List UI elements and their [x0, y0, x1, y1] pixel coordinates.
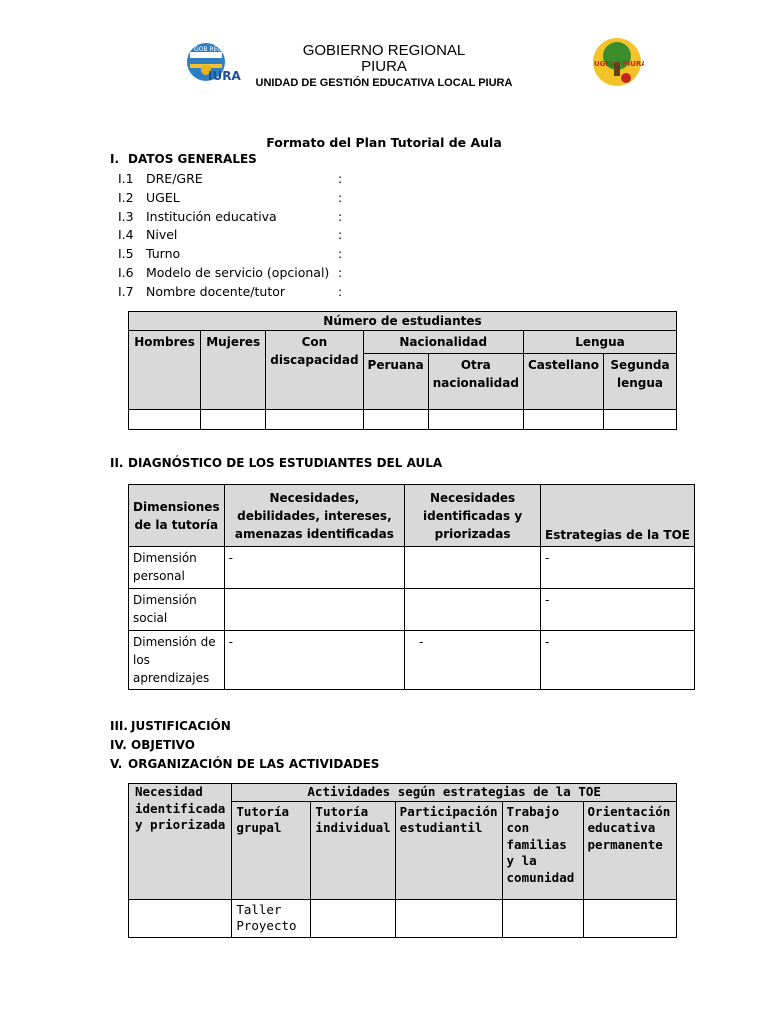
document-title: Formato del Plan Tutorial de Aula	[266, 135, 502, 150]
diag-header-estrategias: Estrategias de la TOE	[541, 485, 695, 547]
dato-separator: :	[338, 171, 343, 186]
students-table	[128, 311, 677, 430]
cell-segunda[interactable]	[603, 410, 676, 430]
diag-row-aprendizajes-c1[interactable]: -	[224, 631, 405, 690]
diag-row-social-c2[interactable]	[405, 589, 541, 631]
diag-row-aprendizajes-dim: Dimensión de los aprendizajes	[129, 631, 225, 690]
section-2-title: DIAGNÓSTICO DE LOS ESTUDIANTES DEL AULA	[128, 456, 443, 470]
col-lengua: Lengua	[523, 331, 676, 354]
cell-peruana[interactable]	[363, 410, 428, 430]
section-4-title: OBJETIVO	[131, 738, 195, 752]
section-1-number: I.	[110, 152, 120, 166]
cell-hombres[interactable]	[129, 410, 201, 430]
act-col-orientacion: Orientación educativa permanente	[583, 801, 676, 899]
act-col-familias: Trabajo con familias y la comunidad	[502, 801, 583, 899]
dato-label: Nombre docente/tutor	[146, 283, 286, 299]
col-discapacidad: Con discapacidad	[266, 331, 363, 410]
act-header-actividades: Actividades según estrategias de la TOE	[232, 784, 677, 802]
cell-castellano[interactable]	[523, 410, 603, 430]
dato-label: DRE/GRE	[146, 171, 203, 186]
diag-row-social-c3[interactable]: -	[541, 589, 695, 631]
diag-row-personal-dim: Dimensión personal	[129, 547, 225, 589]
col-segunda-lengua: Segunda lengua	[603, 354, 676, 410]
dato-separator: :	[338, 208, 343, 224]
dato-number: I.6	[118, 265, 134, 280]
dato-number: I.7	[118, 283, 134, 299]
col-hombres: Hombres	[129, 331, 201, 410]
ugel-piura-logo	[590, 38, 644, 88]
dato-separator: :	[338, 189, 343, 205]
dato-number: I.4	[118, 227, 134, 243]
diag-row-social-dim: Dimensión social	[129, 589, 225, 631]
act-cell-grupal[interactable]	[232, 899, 311, 937]
section-3-number: III.	[110, 719, 128, 733]
students-table-title: Número de estudiantes	[129, 312, 677, 331]
col-otra-nacionalidad: Otra nacionalidad	[428, 354, 523, 410]
act-cell-necesidad[interactable]	[129, 899, 232, 937]
col-castellano: Castellano	[523, 354, 603, 410]
section-1-title: DATOS GENERALES	[128, 152, 257, 166]
svg-text:IURA: IURA	[208, 69, 241, 83]
act-col-participacion: Participación estudiantil	[395, 801, 502, 899]
dato-label: UGEL	[146, 189, 180, 205]
dato-label: Modelo de servicio (opcional)	[146, 265, 330, 280]
act-col-individual: Tutoría individual	[311, 801, 395, 899]
cell-otra[interactable]	[428, 410, 523, 430]
dato-number: I.3	[118, 208, 134, 224]
dato-label: Nivel	[146, 227, 178, 243]
section-3-title: JUSTIFICACIÓN	[131, 719, 231, 733]
act-cell-participacion[interactable]	[395, 899, 502, 937]
svg-text:GOB REG: GOB REG	[194, 46, 223, 53]
diag-header-necesidades: Necesidades, debilidades, intereses, amenazas identificadas	[224, 485, 405, 547]
diag-header-priorizadas: Necesidades identificadas y priorizadas	[405, 485, 541, 547]
act-cell-orientacion[interactable]	[583, 899, 676, 937]
section-5-title: ORGANIZACIÓN DE LAS ACTIVIDADES	[128, 757, 380, 771]
header-title-line1: GOBIERNO REGIONAL	[302, 42, 466, 59]
svg-text:UGEL - PIURA: UGEL - PIURA	[594, 60, 644, 68]
act-col-grupal: Tutoría grupal	[232, 801, 311, 899]
section-2-number: II.	[110, 456, 124, 470]
header-title-line2: PIURA	[361, 58, 407, 75]
section-5-number: V.	[110, 757, 123, 771]
dato-separator: :	[338, 246, 343, 262]
cell-discapacidad[interactable]	[266, 410, 363, 430]
act-grupal-taller: Taller	[236, 901, 282, 917]
dato-number: I.1	[118, 171, 134, 186]
dato-separator: :	[338, 283, 343, 299]
diag-row-personal-c1[interactable]: -	[224, 547, 405, 589]
dato-number: I.5	[118, 246, 134, 262]
dato-label: Turno	[146, 246, 181, 262]
act-header-necesidad: Necesidad identificada y priorizada	[129, 784, 232, 900]
dato-label: Institución educativa	[146, 208, 277, 224]
diagnostico-table	[128, 484, 695, 690]
diag-row-personal-c3[interactable]: -	[541, 547, 695, 589]
diag-row-aprendizajes-c3[interactable]: -	[541, 631, 695, 690]
diag-row-social-c1[interactable]	[224, 589, 405, 631]
section-4-number: IV.	[110, 738, 127, 752]
actividades-table	[128, 783, 677, 938]
act-cell-familias[interactable]	[502, 899, 583, 937]
dato-separator: :	[338, 265, 343, 280]
diag-row-personal-c2[interactable]	[405, 547, 541, 589]
act-grupal-proyecto: Proyecto	[236, 918, 297, 933]
col-mujeres: Mujeres	[201, 331, 266, 410]
diag-header-dimensiones: Dimensiones de la tutoría	[129, 485, 225, 547]
header-subtitle: UNIDAD DE GESTIÓN EDUCATIVA LOCAL PIURA	[255, 77, 513, 89]
diag-row-aprendizajes-c2[interactable]: -	[405, 631, 541, 690]
cell-mujeres[interactable]	[201, 410, 266, 430]
col-nacionalidad: Nacionalidad	[363, 331, 523, 354]
dato-separator: :	[338, 227, 343, 243]
dato-number: I.2	[118, 189, 134, 205]
act-cell-individual[interactable]	[311, 899, 395, 937]
col-peruana: Peruana	[363, 354, 428, 410]
